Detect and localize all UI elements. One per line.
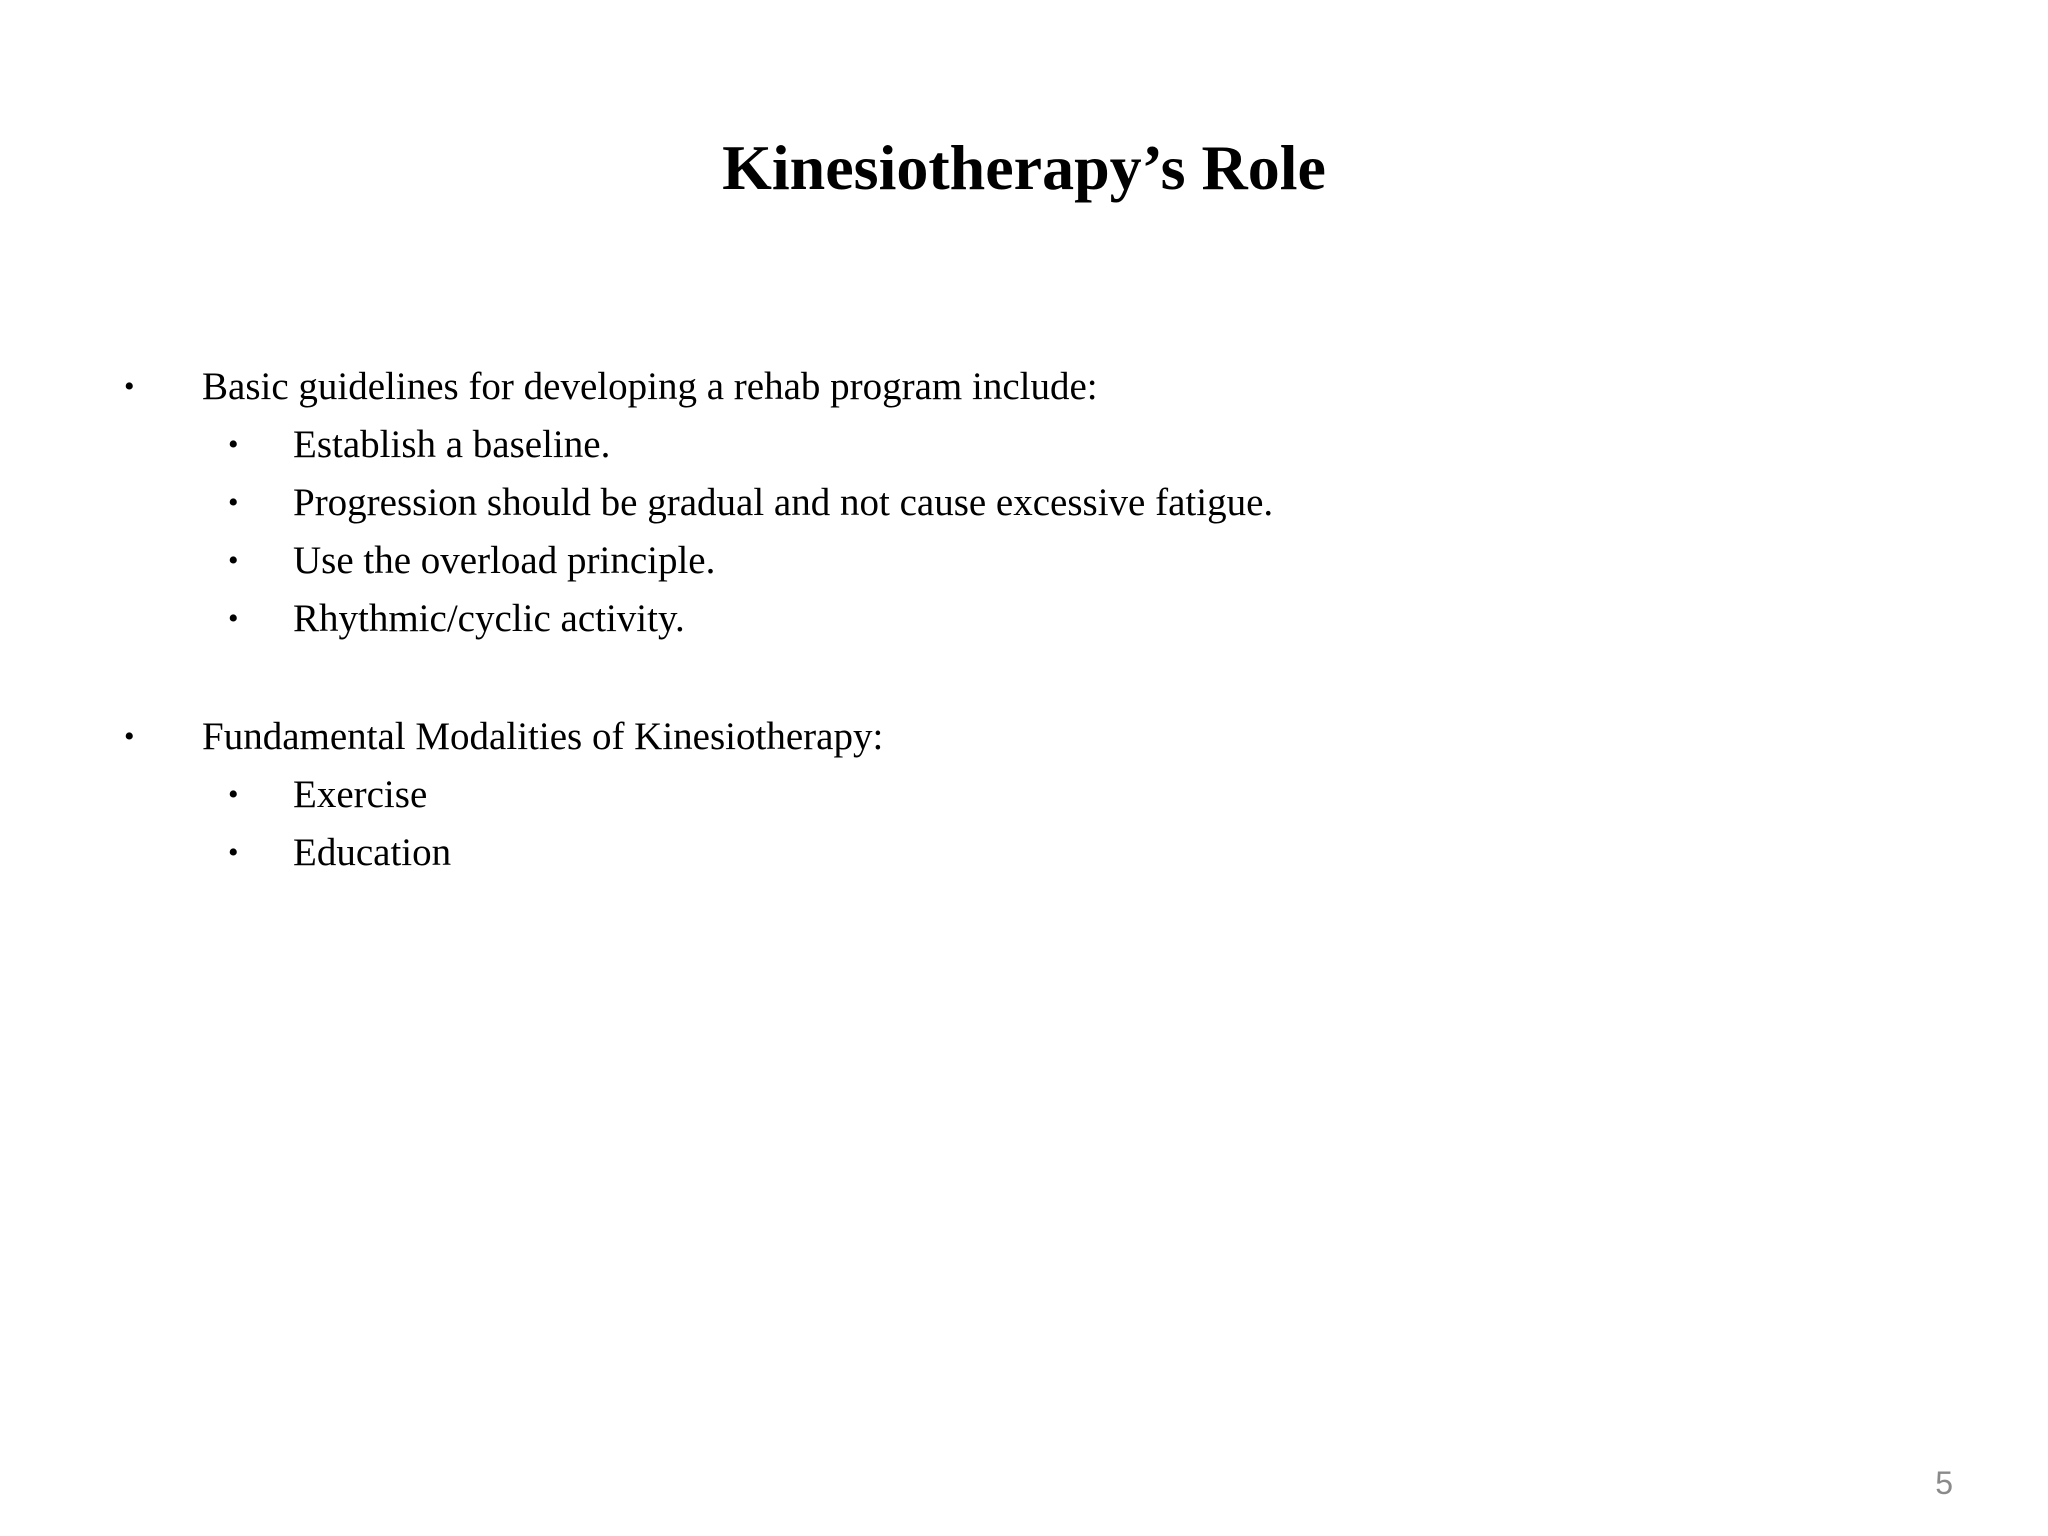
sub-bullet-text: Establish a baseline.: [293, 423, 611, 466]
slide-number: 5: [1935, 1465, 1953, 1501]
sub-bullet-item: [120, 532, 1920, 590]
section-heading: Basic guidelines for developing a rehab program include:: [202, 365, 1098, 408]
section-heading: Fundamental Modalities of Kinesiotherapy:: [202, 715, 884, 758]
sub-bullet-text: Exercise: [293, 773, 428, 816]
sub-bullet-item: [120, 416, 1920, 474]
bullet-icon: •: [124, 370, 135, 403]
section-spacer: [120, 648, 1920, 708]
bullet-icon: •: [228, 544, 239, 577]
sub-bullet-item: [120, 474, 1920, 532]
bullet-icon: •: [228, 836, 239, 869]
bullet-icon: •: [228, 602, 239, 635]
body-bullet-list: [120, 358, 1920, 882]
sub-bullet-text: Education: [293, 831, 452, 874]
bullet-item: [120, 708, 1920, 766]
sub-bullet-item: [120, 824, 1920, 882]
sub-bullet-item: [120, 590, 1920, 648]
sub-bullet-text: Use the overload principle.: [293, 539, 716, 582]
sub-bullet-text: Rhythmic/cyclic activity.: [293, 597, 685, 640]
bullet-icon: •: [228, 778, 239, 811]
bullet-icon: •: [228, 486, 239, 519]
bullet-item: [120, 358, 1920, 416]
sub-bullet-text: Progression should be gradual and not cause excessive fatigue.: [293, 481, 1274, 524]
bullet-icon: •: [228, 428, 239, 461]
bullet-icon: •: [124, 720, 135, 753]
sub-bullet-item: [120, 766, 1920, 824]
slide-title: Kinesiotherapy’s Role: [722, 132, 1326, 203]
